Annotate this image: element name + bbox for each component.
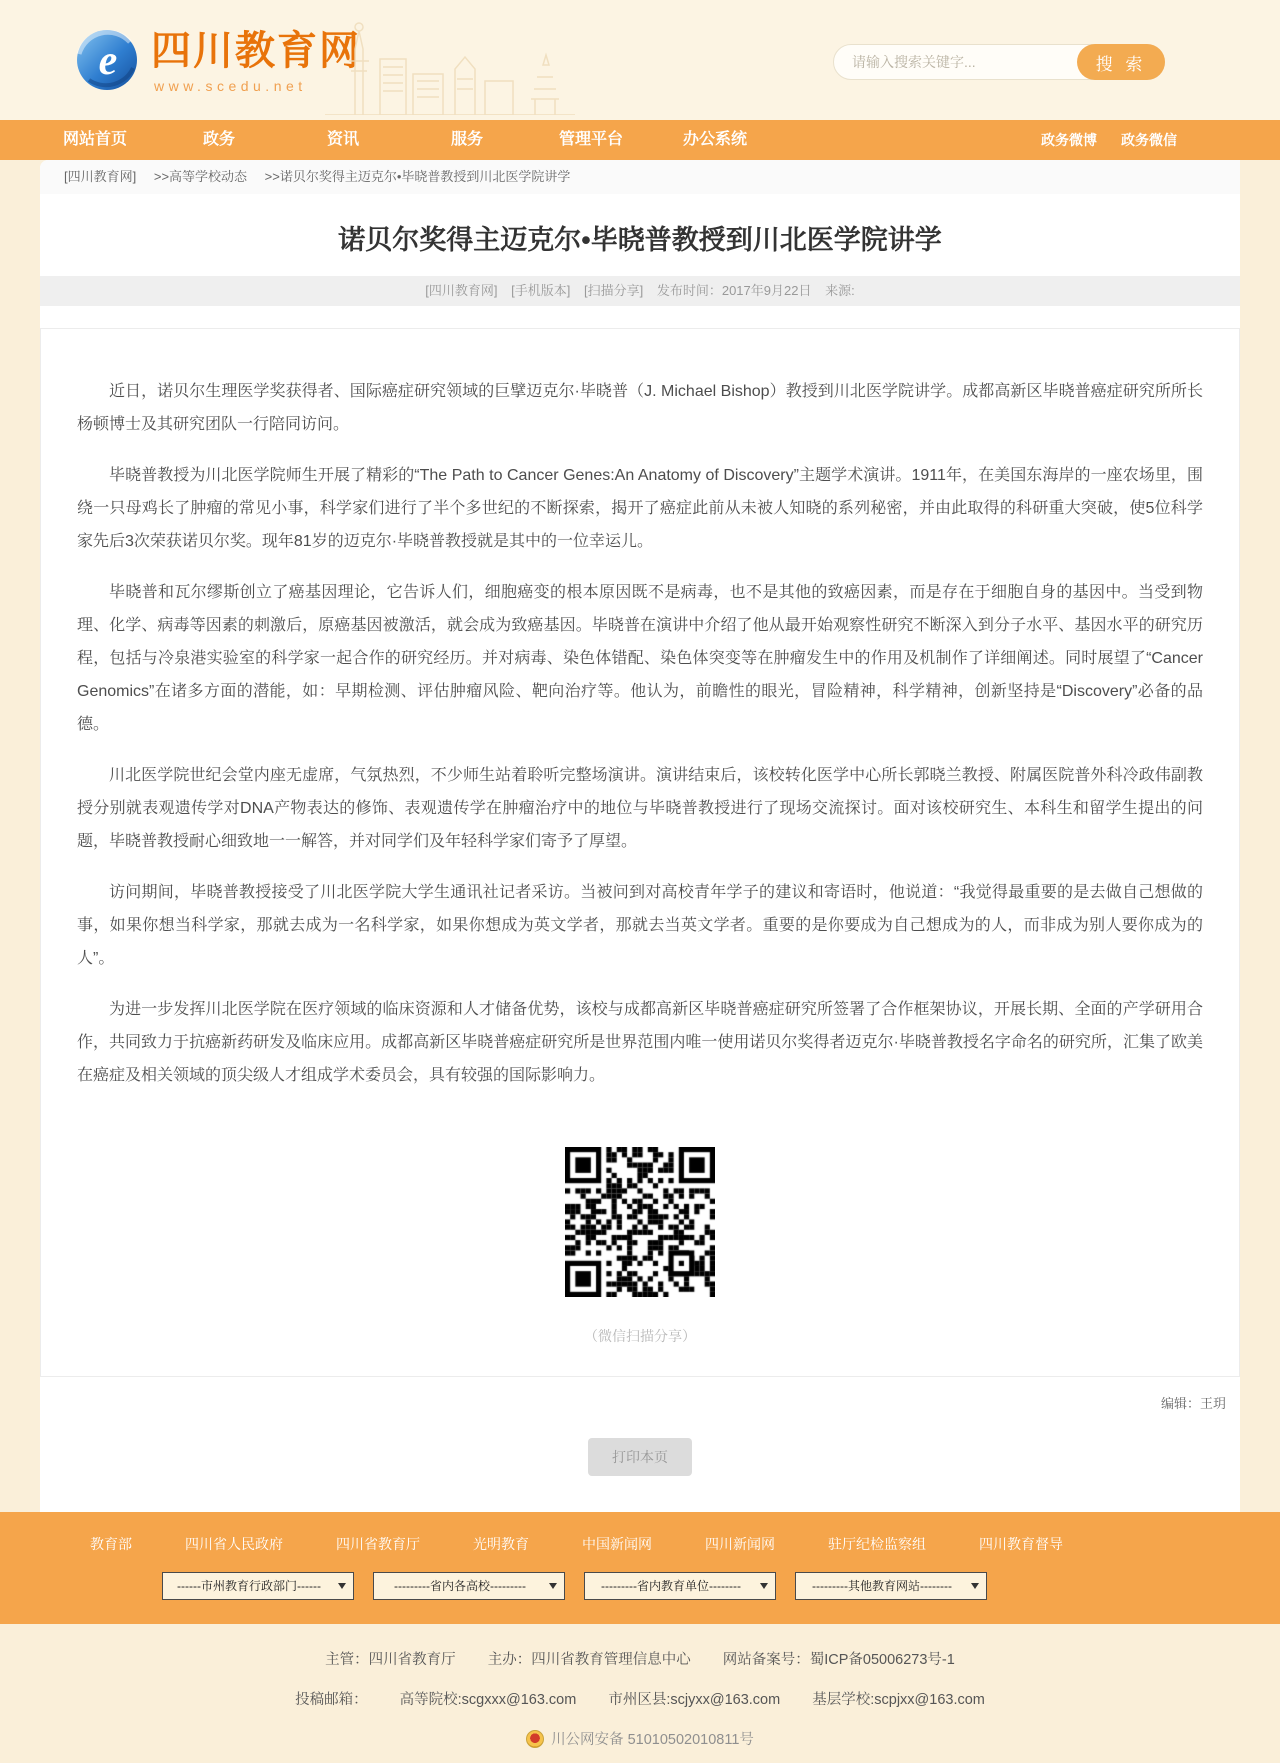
meta-mobile-version-link[interactable]: [手机版本] (511, 283, 571, 298)
breadcrumb-site[interactable]: [四川教育网] (64, 169, 137, 184)
meta-site-link[interactable]: [四川教育网] (425, 283, 498, 298)
article-paragraph: 近日，诺贝尔生理医学奖获得者、国际癌症研究领域的巨擘迈克尔·毕晓普（J. Michael Bishop）教授到川北医学院讲学。成都高新区毕晓普癌症研究所所长杨顿博士及其研究团队一行陪同访问。 (77, 383, 1203, 433)
nav-item-office-system[interactable]: 办公系统 (682, 131, 747, 148)
main-nav (0, 120, 1280, 160)
nav-item-services[interactable]: 服务 (450, 131, 483, 148)
article-page (40, 160, 1240, 1512)
svg-text:e: e (98, 38, 118, 84)
nav-item-gov-weibo[interactable]: 政务微博 (1041, 132, 1097, 148)
breadcrumb-category[interactable]: >>高等学校动态 (153, 169, 248, 184)
nav-item-news[interactable]: 资讯 (326, 131, 359, 148)
icp-number: 网站备案号：蜀ICP备05006273号-1 (722, 1652, 955, 1668)
meta-publish-date: 发布时间：2017年9月22日 (656, 283, 812, 298)
select-provincial-universities[interactable] (373, 1572, 565, 1600)
article-meta-bar (40, 276, 1240, 306)
editor-credit: 编辑：王玥 (1160, 1396, 1226, 1411)
supervisor-info: 主管：四川省教育厅 (325, 1652, 456, 1668)
footer-link-discipline-inspection[interactable]: 驻厅纪检监察组 (828, 1536, 926, 1552)
article-paragraph: 毕晓普和瓦尔缪斯创立了癌基因理论，它告诉人们，细胞癌变的根本原因既不是病毒，也不是其他的致癌因素，而是存在于细胞自身的基因中。当受到物理、化学、病毒等因素的刺激后，原癌基因被激活，就会成为致癌基因。毕晓普在演讲中介绍了他从最开始观察性研究不断深入到分子水平、基因水平的研究历程，包括与冷泉港实验室的科学家一起合作的研究经历。并对病毒、染色体错配、染色体突变等在肿瘤发生中的作用及机制作了详细阐述。同时展望了“Cancer Genomics”在诸多方面的潜能，如：早期检测、评估肿瘤风险、靶向治疗等。他认为，前瞻性的眼光，冒险精神，科学精神，创新坚持是“Discovery”必备的品德。 (77, 584, 1203, 733)
public-security-number: 川公网安备 51010502010811号 (551, 1732, 754, 1748)
mail-city-districts: 市州区县:scjyxx@163.com (608, 1692, 781, 1708)
qr-caption: （微信扫描分享） (584, 1328, 696, 1344)
footer-link-sichuan-gov[interactable]: 四川省人民政府 (185, 1536, 283, 1552)
article-paragraph: 川北医学院世纪会堂内座无虚席，气氛热烈，不少师生站着聆听完整场演讲。演讲结束后，该校转化医学中心所长郭晓兰教授、附属医院普外科冷政伟副教授分别就表观遗传学对DNA产物表达的修饰、表观遗传学在肿瘤治疗中的地位与毕晓普教授进行了现场交流探讨。面对该校研究生、本科生和留学生提出的问题，毕晓普教授耐心细致地一一解答，并对同学们及年轻科学家们寄予了厚望。 (77, 767, 1203, 850)
breadcrumb (40, 160, 1240, 194)
organizer-info: 主办：四川省教育管理信息中心 (487, 1652, 691, 1668)
select-provincial-education-units[interactable] (584, 1572, 776, 1600)
footer-link-sichuan-education-supervision[interactable]: 四川教育督导 (979, 1536, 1063, 1552)
nav-item-home[interactable]: 网站首页 (62, 131, 127, 148)
article-body (40, 328, 1240, 1377)
article-paragraph: 为进一步发挥川北医学院在医疗领域的临床资源和人才储备优势，该校与成都高新区毕晓普癌症研究所签署了合作框架协议，开展长期、全面的产学研用合作，共同致力于抗癌新药研发及临床应用。成都高新区毕晓普癌症研究所是世界范围内唯一使用诺贝尔奖得者迈克尔·毕晓普教授名字命名的研究所，汇集了欧美在癌症及相关领域的顶尖级人才组成学术委员会，具有较强的国际影响力。 (77, 1001, 1203, 1084)
site-url: www.scedu.net (154, 78, 307, 94)
footer-link-china-news[interactable]: 中国新闻网 (582, 1536, 652, 1552)
site-logo-icon (75, 28, 139, 92)
site-header (0, 0, 1280, 120)
police-badge-icon (526, 1730, 544, 1748)
meta-scan-share-link[interactable]: [扫描分享] (583, 283, 644, 298)
footer-links-panel (0, 1512, 1280, 1624)
mail-universities: 高等院校:scgxxx@163.com (399, 1692, 577, 1708)
city-skyline-illustration (325, 19, 575, 120)
article-title: 诺贝尔奖得主迈克尔•毕晓普教授到川北医学院讲学 (338, 225, 942, 255)
article-paragraph: 访问期间，毕晓普教授接受了川北医学院大学生通讯社记者采访。当被问到对高校青年学子的建议和寄语时，他说道：“我觉得最重要的是去做自己想做的事，如果你想当科学家，那就去成为一名科学家，如果你想成为英文学者，那就去当英文学者。重要的是你要成为自己想成为的人，而非成为别人要你成为的人”。 (77, 884, 1203, 967)
footer-link-ministry-of-education[interactable]: 教育部 (90, 1536, 132, 1552)
site-logo[interactable] (75, 28, 361, 94)
footer-link-sichuan-education-dept[interactable]: 四川省教育厅 (336, 1536, 420, 1552)
public-security-registration[interactable] (0, 1728, 1280, 1749)
breadcrumb-current-page: >>诺贝尔奖得主迈克尔•毕晓普教授到川北医学院讲学 (264, 169, 571, 184)
meta-source: 来源: (825, 283, 855, 298)
mail-grassroots-schools: 基层学校:scpjxx@163.com (812, 1692, 985, 1708)
nav-item-management-platform[interactable]: 管理平台 (558, 131, 623, 148)
wechat-share-qr-code (565, 1147, 715, 1297)
print-page-button[interactable]: 打印本页 (588, 1438, 692, 1476)
footer-link-sichuan-news[interactable]: 四川新闻网 (705, 1536, 775, 1552)
select-city-education-departments[interactable] (162, 1572, 354, 1600)
search-bar (833, 44, 1165, 80)
nav-item-government[interactable]: 政务 (202, 131, 235, 148)
footer-link-guangming-education[interactable]: 光明教育 (473, 1536, 529, 1552)
site-info-footer (0, 1624, 1280, 1763)
search-button[interactable]: 搜 索 (1077, 44, 1165, 80)
mail-label: 投稿邮箱： (295, 1692, 368, 1708)
site-title: 四川教育网 (151, 29, 361, 73)
article-paragraph: 毕晓普教授为川北医学院师生开展了精彩的“The Path to Cancer Genes:An Anatomy of Discovery”主题学术演讲。1911年，在美国东海岸的一座农场里，围绕一只母鸡长了肿瘤的常见小事，科学家们进行了半个多世纪的不断探索，揭开了癌症此前从未被人知晓的系列秘密，并由此取得的科研重大突破，使5位科学家先后3次荣获诺贝尔奖。现年81岁的迈克尔·毕晓普教授就是其中的一位幸运儿。 (77, 467, 1203, 550)
nav-item-gov-wechat[interactable]: 政务微信 (1121, 132, 1177, 148)
select-other-education-sites[interactable] (795, 1572, 987, 1600)
